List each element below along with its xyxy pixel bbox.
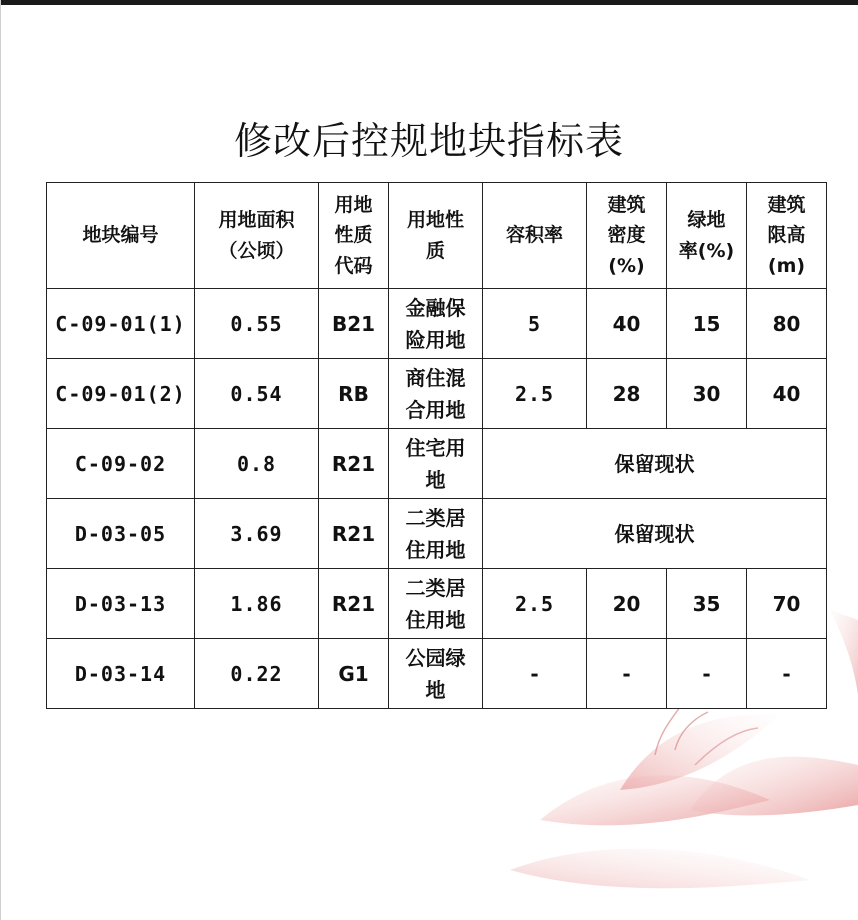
table-row (47, 429, 827, 499)
cell-nature: 商住混 合用地 (389, 359, 483, 429)
cell-area: 1.86 (195, 569, 319, 639)
cell-retain-status: 保留现状 (483, 429, 827, 499)
cell-plot-id: D-03-14 (47, 639, 195, 709)
cell-density: - (587, 639, 667, 709)
header-height: 建筑 限高 (m) (747, 183, 827, 289)
cell-plot-id: C-09-01(1) (47, 289, 195, 359)
table-row (47, 499, 827, 569)
cell-density: 40 (587, 289, 667, 359)
cell-nature: 二类居 住用地 (389, 569, 483, 639)
cell-nature: 金融保 险用地 (389, 289, 483, 359)
cell-code: R21 (319, 569, 389, 639)
cell-plot-id: C-09-01(2) (47, 359, 195, 429)
header-green: 绿地 率(%) (667, 183, 747, 289)
table-row (47, 359, 827, 429)
cell-area: 0.8 (195, 429, 319, 499)
page-title: 修改后控规地块指标表 (233, 119, 624, 163)
cell-plot-id: D-03-05 (47, 499, 195, 569)
cell-density: 28 (587, 359, 667, 429)
cell-area: 3.69 (195, 499, 319, 569)
cell-nature: 公园绿 地 (389, 639, 483, 709)
cell-height: 80 (747, 289, 827, 359)
cell-green: 15 (667, 289, 747, 359)
cell-height: 40 (747, 359, 827, 429)
cell-density: 20 (587, 569, 667, 639)
cell-code: RB (319, 359, 389, 429)
cell-area: 0.55 (195, 289, 319, 359)
cell-area: 0.22 (195, 639, 319, 709)
cell-code: G1 (319, 639, 389, 709)
header-density: 建筑 密度 (%) (587, 183, 667, 289)
cell-code: B21 (319, 289, 389, 359)
cell-code: R21 (319, 499, 389, 569)
cell-plot-id: D-03-13 (47, 569, 195, 639)
cell-height: - (747, 639, 827, 709)
table-header-row (47, 183, 827, 289)
cell-area: 0.54 (195, 359, 319, 429)
cell-far: 5 (483, 289, 587, 359)
header-plot-id: 地块编号 (47, 183, 195, 289)
cell-height: 70 (747, 569, 827, 639)
cell-far: 2.5 (483, 569, 587, 639)
table-row (47, 569, 827, 639)
cell-far: - (483, 639, 587, 709)
cell-green: 35 (667, 569, 747, 639)
header-nature: 用地性 质 (389, 183, 483, 289)
top-border (0, 0, 858, 5)
header-area: 用地面积 （公顷） (195, 183, 319, 289)
header-far: 容积率 (483, 183, 587, 289)
cell-nature: 二类居 住用地 (389, 499, 483, 569)
cell-green: 30 (667, 359, 747, 429)
header-code: 用地 性质 代码 (319, 183, 389, 289)
indicator-table-container (46, 182, 827, 709)
table-row (47, 639, 827, 709)
cell-plot-id: C-09-02 (47, 429, 195, 499)
cell-retain-status: 保留现状 (483, 499, 827, 569)
table-row (47, 289, 827, 359)
cell-nature: 住宅用 地 (389, 429, 483, 499)
cell-far: 2.5 (483, 359, 587, 429)
cell-green: - (667, 639, 747, 709)
cell-code: R21 (319, 429, 389, 499)
indicator-table (46, 182, 827, 709)
